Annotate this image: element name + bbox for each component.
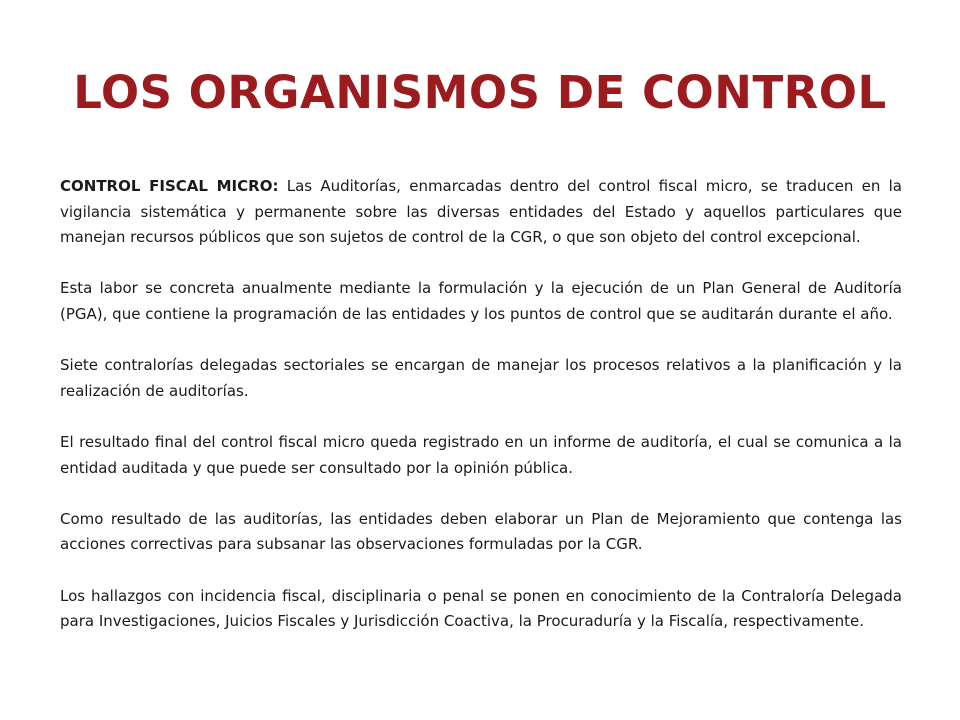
paragraph-text: Las Auditorías, enmarcadas dentro del control fiscal micro, se traducen en la vigilancia sistemática y permanente sobre las diversas entidades del Estado y aquellos particulares que manejan recursos públicos que son sujetos de control de la CGR, o que son objeto del control excepcional. [60,177,902,247]
slide-body [60,174,902,635]
paragraph-text: Como resultado de las auditorías, las entidades deben elaborar un Plan de Mejoramiento que contenga las acciones correctivas para subsanar las observaciones formuladas por la CGR. [60,509,902,554]
slide-title: LOS ORGANISMOS DE CONTROL [73,66,887,119]
paragraph-text: El resultado final del control fiscal micro queda registrado en un informe de auditoría, el cual se comunica a la entidad auditada y que puede ser consultado por la opinión pública. [60,432,902,477]
paragraph-lead: CONTROL FISCAL MICRO: [60,177,279,195]
paragraph-text: Esta labor se concreta anualmente mediante la formulación y la ejecución de un Plan General de Auditoría (PGA), que contiene la programación de las entidades y los puntos de control que se auditarán durante el año. [60,279,902,323]
paragraph-text: Siete contralorías delegadas sectoriales se encargan de manejar los procesos relativos a la planificación y la realización de auditorías. [60,356,902,400]
paragraph-contralorias-delegadas [60,353,902,404]
paragraph-text: Los hallazgos con incidencia fiscal, disciplinaria o penal se ponen en conocimiento de la Contraloría Delegada para Investigaciones, Juicios Fiscales y Jurisdicción Coactiva, la Procuraduría y la Fiscalía, respectivamente. [60,586,902,631]
paragraph-plan-mejoramiento [60,507,902,558]
paragraph-plan-general-auditoria [60,276,902,327]
paragraph-hallazgos [60,584,902,635]
paragraph-control-fiscal-micro [60,174,902,251]
paragraph-informe-auditoria [60,430,902,481]
